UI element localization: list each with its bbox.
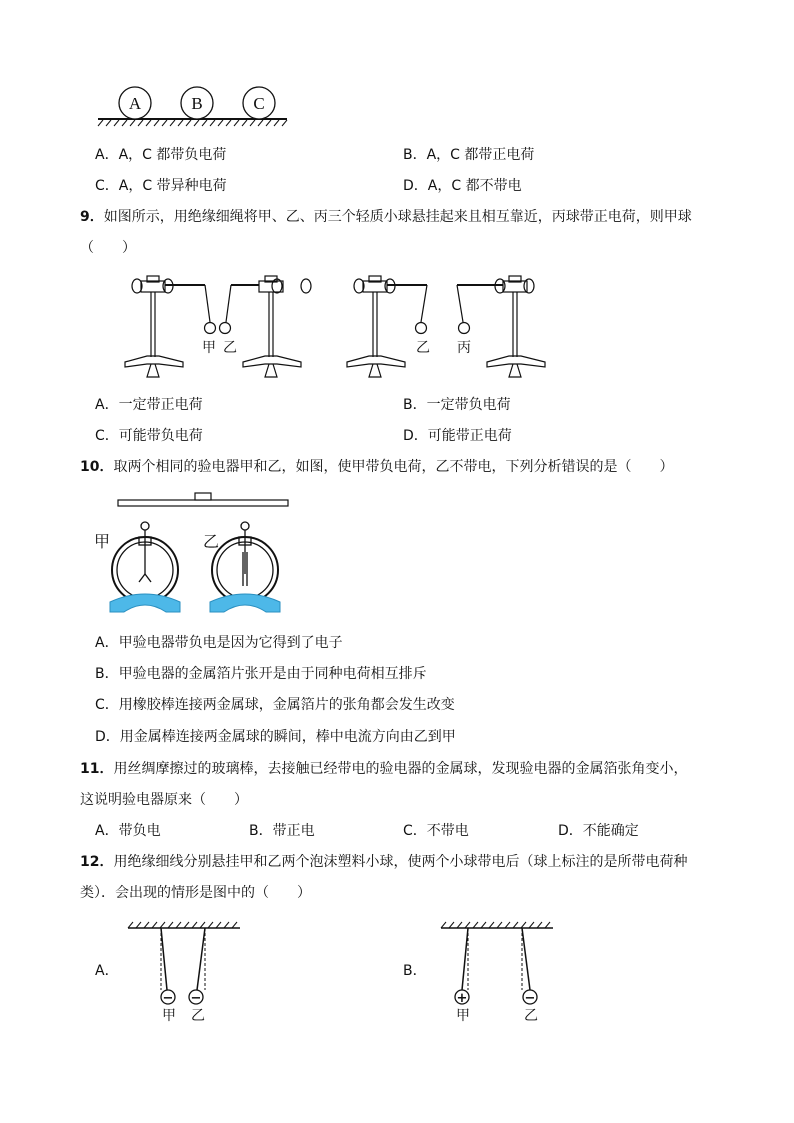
q10-label-yi: 乙: [203, 532, 220, 551]
q12-figure-b[interactable]: [438, 920, 558, 1025]
q12-option-a-label[interactable]: A．: [95, 963, 119, 979]
q8-option-d[interactable]: D．A，C 都不带电: [403, 178, 522, 194]
q9-stem-line1: [80, 206, 692, 226]
q9-text: 如图所示，用绝缘细绳将甲、乙、丙三个轻质小球悬挂起来且相互靠近，丙球带正电荷，则甲球: [103, 209, 692, 225]
ball-c-label: C: [253, 94, 265, 113]
q9-right-label-yi: 乙: [416, 340, 430, 356]
q12-text: 用绝缘细线分别悬挂甲和乙两个泡沫塑料小球，使两个小球带电后（球上标注的是所带电荷种: [113, 854, 688, 870]
q12a-label-jia: 甲: [162, 1008, 176, 1024]
q11-stem-line1: [80, 758, 687, 778]
q9-option-c[interactable]: C．可能带负电荷: [95, 428, 203, 444]
q12a-label-yi: 乙: [191, 1008, 205, 1024]
q12-number: 12．: [80, 854, 114, 870]
q12b-ball1-sign: +: [456, 991, 468, 1006]
q11-option-c[interactable]: C．不带电: [403, 823, 469, 839]
q10-option-c[interactable]: C．用橡胶棒连接两金属球，金属箔片的张角都会发生改变: [95, 697, 455, 713]
q9-option-b[interactable]: B．一定带负电荷: [403, 397, 511, 413]
q11-number: 11．: [80, 761, 114, 777]
q12b-ball2-sign: −: [524, 991, 536, 1006]
ball-a-label: A: [128, 94, 142, 113]
q9-figure: [125, 272, 545, 387]
q9-stem-line2: （ ）: [80, 240, 136, 256]
q8-option-c[interactable]: C．A，C 带异种电荷: [95, 178, 227, 194]
q11-stem-line2: 这说明验电器原来（ ）: [80, 792, 248, 808]
q12-option-b-label[interactable]: B．: [403, 963, 427, 979]
q12-stem-line1: [80, 851, 687, 871]
q9-right-label-bing: 丙: [457, 340, 471, 356]
q11-text: 用丝绸摩擦过的玻璃棒，去接触已经带电的验电器的金属球，发现验电器的金属箔张角变小，: [113, 761, 688, 777]
q10-stem: [80, 456, 673, 476]
q10-number: 10．: [80, 459, 114, 475]
q11-option-a[interactable]: A．带负电: [95, 823, 161, 839]
q9-left-label-yi: 乙: [223, 340, 237, 356]
q10-option-a[interactable]: A．甲验电器带负电是因为它得到了电子: [95, 635, 343, 651]
q8-figure: [95, 85, 295, 130]
q11-option-b[interactable]: B．带正电: [249, 823, 315, 839]
q10-figure: [92, 490, 292, 615]
q12a-ball2-sign: −: [190, 991, 202, 1006]
ball-b-label: B: [191, 94, 203, 113]
q12a-ball1-sign: −: [162, 991, 174, 1006]
q9-option-d[interactable]: D．可能带正电荷: [403, 428, 512, 444]
q10-text: 取两个相同的验电器甲和乙，如图，使甲带负电荷，乙不带电，下列分析错误的是（ ）: [113, 459, 674, 475]
q10-option-d[interactable]: D．用金属棒连接两金属球的瞬间，棒中电流方向由乙到甲: [95, 729, 456, 745]
q12b-label-jia: 甲: [456, 1008, 470, 1024]
q11-option-d[interactable]: D．不能确定: [558, 823, 639, 839]
q9-option-a[interactable]: A．一定带正电荷: [95, 397, 203, 413]
q9-left-label-jia: 甲: [202, 340, 216, 356]
q12b-label-yi: 乙: [524, 1008, 538, 1024]
q10-option-b[interactable]: B．甲验电器的金属箔片张开是由于同种电荷相互排斥: [95, 666, 427, 682]
q10-label-jia: 甲: [94, 532, 111, 551]
q12-figure-a[interactable]: [125, 920, 245, 1025]
q9-number: 9．: [80, 209, 104, 225]
q8-option-b[interactable]: B．A，C 都带正电荷: [403, 147, 535, 163]
q8-option-a[interactable]: A．A，C 都带负电荷: [95, 147, 227, 163]
q12-stem-line2: 类）．会出现的情形是图中的（ ）: [80, 885, 311, 901]
